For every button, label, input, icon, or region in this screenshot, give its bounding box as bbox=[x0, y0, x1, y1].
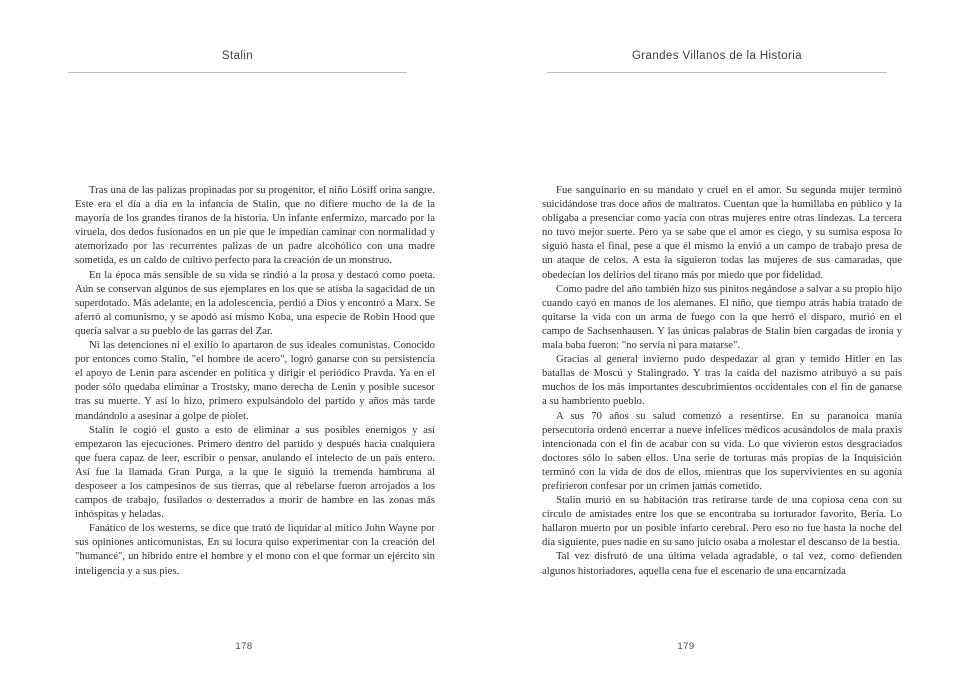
left-page-body-text bbox=[75, 183, 435, 578]
right-page-number: 179 bbox=[677, 641, 695, 652]
body-paragraph: Tras una de las palizas propinadas por su progenitor, el niño Lósiff orina sangre. Este era el día a día en la infancia de Stalin, que no difiere mucho de la de la mayoría de los grandes tiranos de la historia. Un infante enfermizo, marcado por la viruela, dos dedos fusionados en un pie que le impedían caminar con normalidad y atemorizado por las recurrentes palizas de un padre alcohólico con una madre sometida, es un caldo de cultivo perfecto para la creación de un monstruo. bbox=[75, 184, 435, 267]
body-paragraph: Stalin le cogió el gusto a esto de eliminar a sus posibles enemigos y así empezaron las ejecuciones. Primero dentro del partido y después hacia cualquiera que fuera capaz de leer, escribir o pensar, anulando el intelecto de un país entero. Así fue la llamada Gran Purga, a la que le siguió la tremenda hambruna al desposeer a los campesinos de sus tierras, que al rebelarse fueron arrojados a los campos de trabajo, fusilados o desterrados a morir de hambre en las zonas más inhóspitas y heladas. bbox=[75, 423, 435, 521]
body-paragraph: Como padre del año también hizo sus pinitos negándose a salvar a su propio hijo cuando cayó en manos de los alemanes. El niño, que tiempo atrás había tratado de quitarse la vida con un arma de fuego con la que herró el disparo, murió en el campo de Sachsenhausen. Y las únicas palabras de Stalin bien cargadas de ironía y mala baba fueron: "no servía ni para matarse". bbox=[542, 282, 902, 352]
left-page-running-header: Stalin bbox=[221, 50, 254, 62]
body-paragraph: A sus 70 años su salud comenzó a resentirse. En su paranoica manía persecutoria ordenó encerrar a nueve infelices médicos acusándolos de mala praxis intencionada con el fin de acabar con su vida. Lo que vivieron estos desgraciados doctores sólo lo saben ellos. Una serie de torturas más propias de la Inquisición terminó con la vida de dos de ellos, mientras que los supervivientes en su agonía prefirieron confesar por un crimen jamás cometido. bbox=[542, 409, 902, 492]
body-paragraph: Gracias al general invierno pudo despedazar al gran y temido Hitler en las batallas de Moscú y Stalingrado. Y tras la caída del nazismo atribuyó a su país muchos de los más importantes descubrimientos occidentales con el fin de ganarse a su hambriento pueblo. bbox=[542, 353, 902, 408]
body-paragraph: Fue sanguinario en su mandato y cruel en el amor. Su segunda mujer terminó suicidándose tras doce años de maltratos. Cuentan que la humillaba en público y la obligaba a presenciar como yacía con otras mujeres entre otras lindezas. La tercera no tuvo mejor suerte. Pero ya se sabe que el amor es ciego, y su sumisa esposa lo siguió hasta el final, pese a que él mismo la envió a un campo de trabajo presa de un ataque de celos. A esta la siguieron todas las mujeres de sus camaradas, que obedecían los delirios del tirano más por miedo que por fidelidad. bbox=[542, 184, 902, 281]
right-page-header-rule bbox=[547, 72, 887, 73]
body-paragraph: Fanático de los westerns, se dice que trató de liquidar al mítico John Wayne por sus opiniones anticomunistas. En su locura quiso experimentar con la creación del "humancé", un híbrido entre el hombre y el mono con el que formar un ejército sin inteligencia y a sus pies. bbox=[75, 522, 435, 577]
body-paragraph: Stalin murió en su habitación tras retirarse tarde de una copiosa cena con su círculo de amistades entre los que se encontraba su torturador favorito, Beria. Lo hallaron muerto por un posible infarto cerebral. Pero eso no fue hasta la noche del día siguiente, pues nadie en su sano juicio osaba a molestar el descanso de la bestia. bbox=[542, 494, 902, 549]
left-page-header-rule bbox=[68, 72, 407, 73]
right-page-body-text bbox=[542, 183, 902, 578]
right-page-running-header: Grandes Villanos de la Historia bbox=[631, 50, 803, 62]
left-page-number: 178 bbox=[235, 641, 253, 652]
body-paragraph: En la época más sensible de su vida se rindió a la prosa y destacó como poeta. Aún se conservan algunos de sus ejemplares en los que se atisba la sagacidad de un superdotado. Más adelante, en la adolescencia, perdió a Dios y encontró a Marx. Se aferró al comunismo, y se apodó así mismo Koba, una especie de Robin Hood que quería salvar a su pueblo de las garras del Zar. bbox=[75, 268, 435, 337]
body-paragraph: Tal vez disfrutó de una última velada agradable, o tal vez, como defienden algunos historiadores, aquella cena fue el escenario de una encarnizada bbox=[542, 550, 902, 577]
body-paragraph: Ni las detenciones ni el exilio lo apartaron de sus ideales comunistas. Conocido por entonces como Stalin, "el hombre de acero", logró ganarse con su persistencia el apoyo de Lenin para ascender en política y dirigir el periódico Pravda. Ya en el poder sólo quedaba eliminar a Trostsky, mano derecha de Lenin y posible sucesor tras su muerte. Y así lo hizo, primero expulsándolo del partido y años más tarde mandándolo a asesinar a golpe de piolet. bbox=[75, 339, 435, 422]
